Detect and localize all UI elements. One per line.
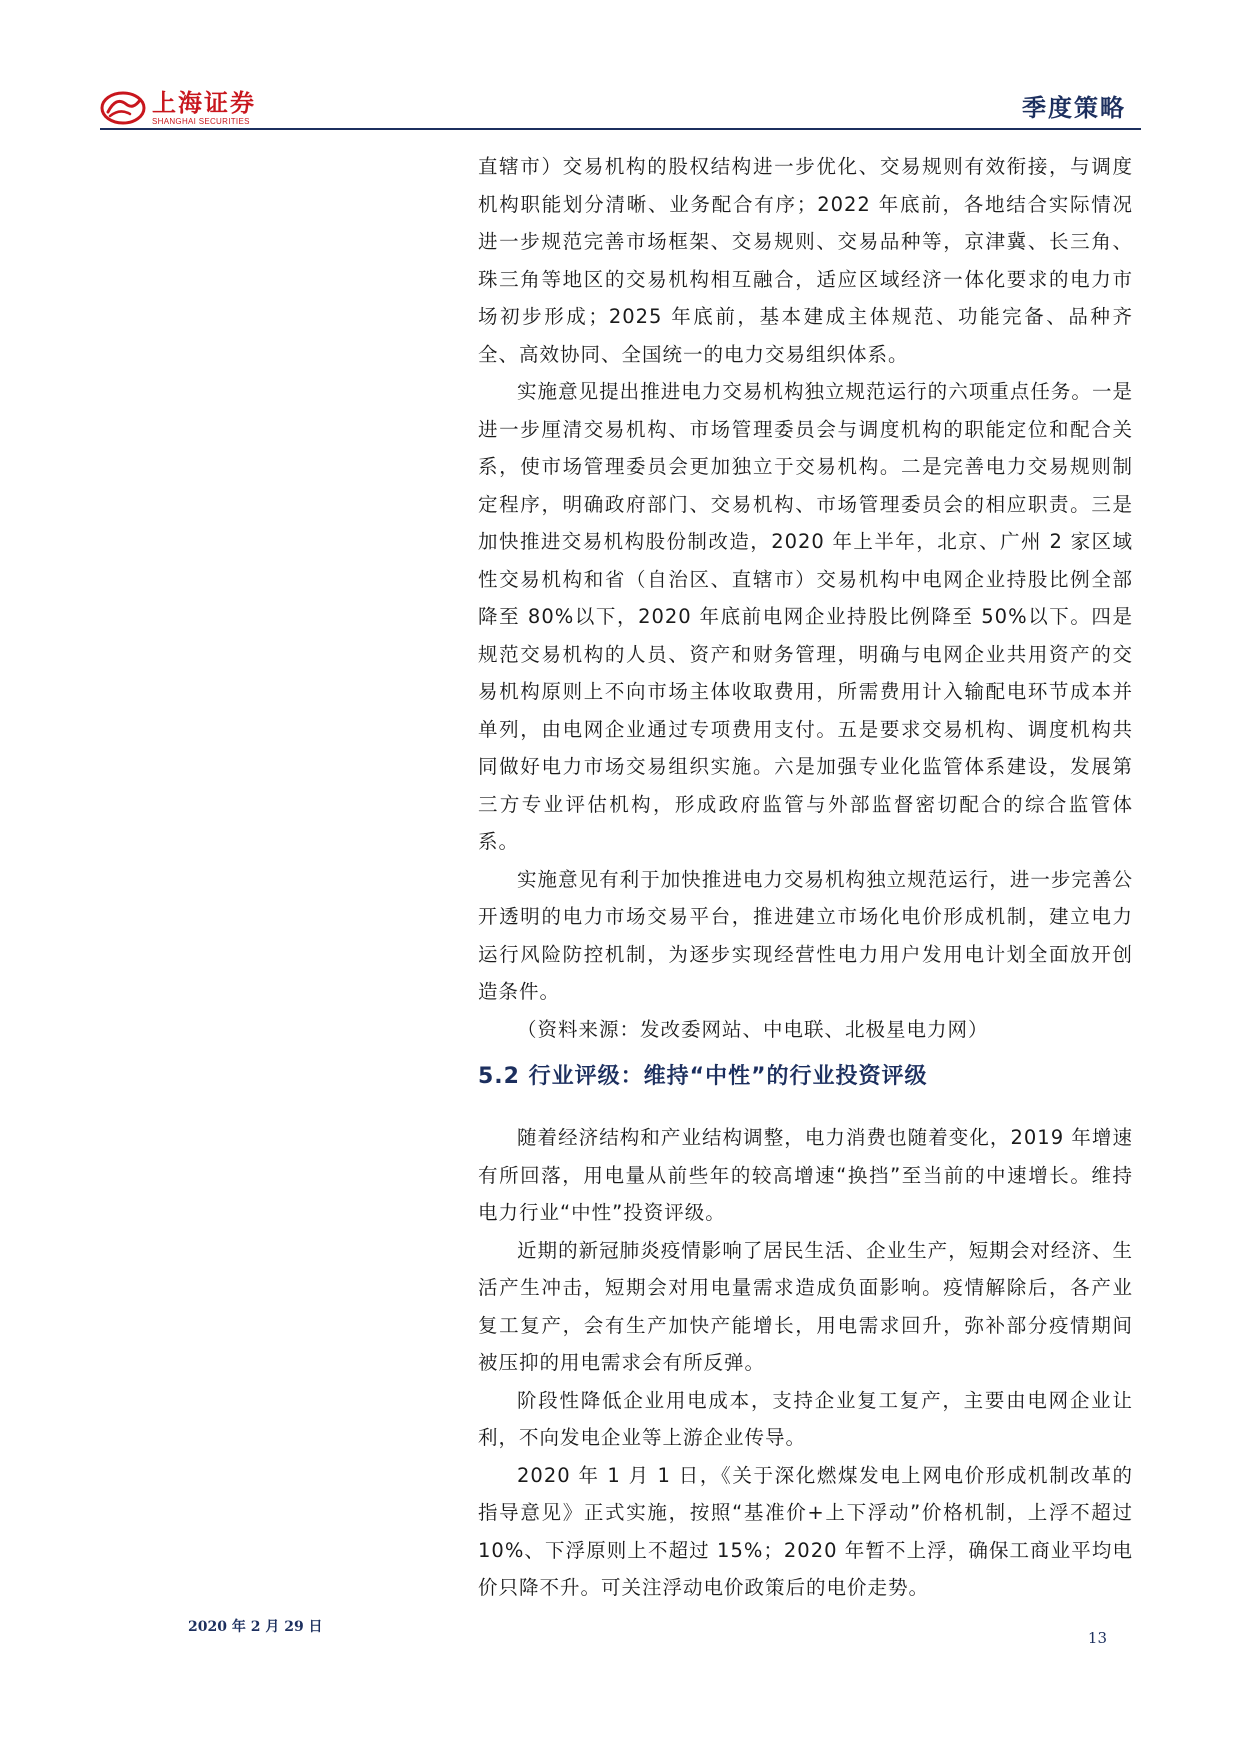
shanghai-securities-logo-icon: [100, 90, 146, 126]
page-header: [0, 0, 1241, 140]
paragraph-rating: 随着经济结构和产业结构调整，电力消费也随着变化，2019 年增速有所回落，用电量从前些年的较高增速“换挡”至当前的中速增长。维持电力行业“中性”投资评级。: [478, 1126, 1133, 1224]
main-content: [478, 148, 1133, 1607]
report-type-title: 季度策略: [1022, 94, 1126, 122]
paragraph-six-tasks: 实施意见提出推进电力交易机构独立规范运行的六项重点任务。一是进一步厘清交易机构、市场管理委员会与调度机构的职能定位和配合关系，使市场管理委员会更加独立于交易机构。二是完善电力交易规则制定程序，明确政府部门、交易机构、市场管理委员会的相应职责。三是加快推进交易机构股份制改造，2020 年上半年，北京、广州 2 家区域性交易机构和省（自治区、直辖市）交易机构中电网企业持股比例全部降至 80%以下，2020 年底前电网企业持股比例降至 50%以下。四是规范交易机构的人员、资产和财务管理，明确与电网企业共用资产的交易机构原则上不向市场主体收取费用，所需费用计入输配电环节成本并单列，由电网企业通过专项费用支付。五是要求交易机构、调度机构共同做好电力市场交易组织实施。六是加强专业化监管体系建设，发展第三方专业评估机构，形成政府监管与外部监督密切配合的综合监管体系。: [478, 380, 1133, 853]
report-date: 2020 年 2 月 29 日: [188, 1619, 323, 1635]
company-logo: [100, 87, 256, 126]
page-number: 13: [1087, 1629, 1107, 1647]
logo-text: [152, 87, 256, 126]
section-heading: 5.2 行业评级：维持“中性”的行业投资评级: [478, 1064, 928, 1089]
paragraph-epidemic: 近期的新冠肺炎疫情影响了居民生活、企业生产，短期会对经济、生活产生冲击，短期会对用电量需求造成负面影响。疫情解除后，各产业复工复产，会有生产加快产能增长，用电需求回升，弥补部分疫情期间被压抑的用电需求会有所反弹。: [478, 1238, 1133, 1374]
paragraph-cost-reduction: 阶段性降低企业用电成本，支持企业复工复产，主要由电网企业让利，不向发电企业等上游企业传导。: [478, 1388, 1133, 1449]
header-divider: [100, 128, 1141, 130]
source-note: （资料来源：发改委网站、中电联、北极星电力网）: [517, 1017, 989, 1041]
paragraph-significance: 实施意见有利于加快推进电力交易机构独立规范运行，进一步完善公开透明的电力市场交易平台，推进建立市场化电价形成机制，建立电力运行风险防控机制，为逐步实现经营性电力用户发用电计划全面放开创造条件。: [478, 867, 1133, 1003]
logo-english-name: SHANGHAI SECURITIES: [152, 116, 250, 126]
paragraph-pricing-policy: 2020 年 1 月 1 日，《关于深化燃煤发电上网电价形成机制改革的指导意见》正式实施，按照“基准价+上下浮动”价格机制，上浮不超过 10%、下浮原则上不超过 15%；2020 年暂不上浮，确保工商业平均电价只降不升。可关注浮动电价政策后的电价走势。: [478, 1463, 1133, 1599]
paragraph-continued: 直辖市）交易机构的股权结构进一步优化、交易规则有效衔接，与调度机构职能划分清晰、业务配合有序；2022 年底前，各地结合实际情况进一步规范完善市场框架、交易规则、交易品种等，京津冀、长三角、珠三角等地区的交易机构相互融合，适应区域经济一体化要求的电力市场初步形成；2025 年底前，基本建成主体规范、功能完备、品种齐全、高效协同、全国统一的电力交易组织体系。: [478, 155, 1133, 366]
logo-chinese-name: 上海证券: [152, 87, 256, 117]
